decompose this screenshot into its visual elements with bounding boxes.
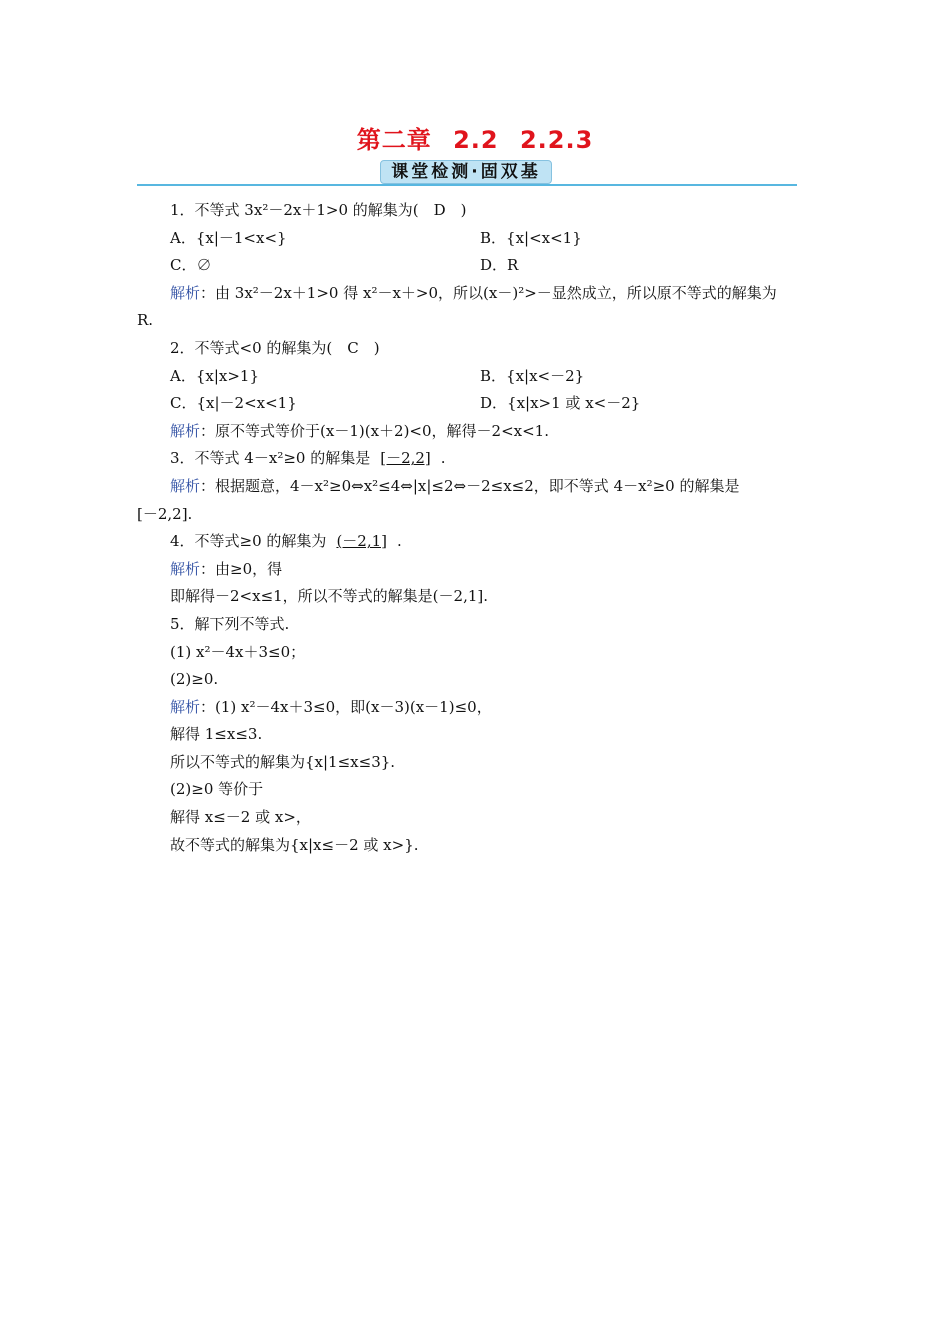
q1-options-row2 <box>137 252 817 280</box>
q1-options-row1 <box>137 225 817 253</box>
q1-solution-cont: R. <box>137 311 154 330</box>
solution-label: 解析 <box>170 421 201 440</box>
subsection-label: 2.2.3 <box>519 126 594 154</box>
q4-solution <box>137 556 817 584</box>
q1-solution <box>137 280 817 308</box>
page-title <box>0 120 950 155</box>
q5-solution-line2: 解得 1≤x≤3. <box>170 725 263 744</box>
solution-label: 解析 <box>170 559 201 578</box>
solution-label: 解析 <box>170 283 201 302</box>
q4-stem <box>137 528 817 556</box>
solution-label: 解析 <box>170 476 201 495</box>
q3-solution-cont: [－2,2]. <box>137 504 193 523</box>
document-body <box>137 197 817 859</box>
q5-solution-line6: 故不等式的解集为{x|x≤－2 或 x>}. <box>170 835 419 854</box>
q2-solution <box>137 418 817 446</box>
section-banner: 课堂检测·固双基 <box>380 160 552 184</box>
q2-options-row2 <box>137 390 817 418</box>
q3-solution-text: ：根据题意，4－x²≥0⇔x²≤4⇔|x|≤2⇔－2≤x≤2，即不等式 4－x²≥0 的解集是 <box>200 476 740 495</box>
solution-label: 解析 <box>170 697 201 716</box>
q4-stem-end: . <box>397 532 402 551</box>
q5-part1: (1) x²－4x＋3≤0； <box>170 642 306 661</box>
q2-option-a: A．{x|x>1} <box>170 366 260 385</box>
q2-option-c: C．{x|－2<x<1} <box>170 394 297 413</box>
q2-options-row1 <box>137 363 817 391</box>
q3-stem-end: . <box>440 449 446 468</box>
q2-option-b: B．{x|x<－2} <box>480 366 585 385</box>
q3-answer: [－2,2] <box>380 449 431 468</box>
chapter-label: 第二章 <box>356 126 432 154</box>
divider <box>137 184 797 186</box>
q5-solution-line4: (2)≥0 等价于 <box>170 780 264 799</box>
q1-stem: 1．不等式 3x²－2x＋1>0 的解集为( D ) <box>170 201 467 219</box>
section-label: 2.2 <box>453 126 499 154</box>
q5-solution <box>137 694 817 722</box>
q2-solution-text: ：原不等式等价于(x－1)(x＋2)<0，解得－2<x<1. <box>200 421 549 440</box>
q2-stem: 2．不等式<0 的解集为( C ) <box>170 338 380 357</box>
q4-solution-cont: 即解得－2<x≤1，所以不等式的解集是(－2,1]. <box>170 587 489 606</box>
q1-option-b: B．{x|<x<1} <box>480 228 582 247</box>
q1-solution-text: ：由 3x²－2x＋1>0 得 x²－x＋>0，所以(x－)²>－显然成立，所以原不等式的解集为 <box>200 283 777 302</box>
q4-answer: (－2,1] <box>336 532 387 551</box>
q2-option-d: D．{x|x>1 或 x<－2} <box>480 394 641 413</box>
q4-stem-text: 4．不等式≥0 的解集为 <box>170 532 327 551</box>
q4-solution-text: ：由≥0，得 <box>200 559 283 578</box>
q3-stem-text: 3．不等式 4－x²≥0 的解集是 <box>170 449 371 468</box>
q5-solution-line1: ：(1) x²－4x＋3≤0，即(x－3)(x－1)≤0， <box>200 697 492 716</box>
q1-option-d: D．R <box>480 256 519 275</box>
q1-option-c: C．∅ <box>170 256 212 275</box>
q3-stem <box>137 445 817 473</box>
q5-stem: 5．解下列不等式. <box>170 614 290 633</box>
q5-solution-line3: 所以不等式的解集为{x|1≤x≤3}. <box>170 752 396 771</box>
q1-option-a: A．{x|－1<x<} <box>170 228 287 247</box>
q5-part2: (2)≥0. <box>170 670 219 689</box>
q5-solution-line5: 解得 x≤－2 或 x>， <box>170 808 311 827</box>
q3-solution <box>137 473 817 501</box>
